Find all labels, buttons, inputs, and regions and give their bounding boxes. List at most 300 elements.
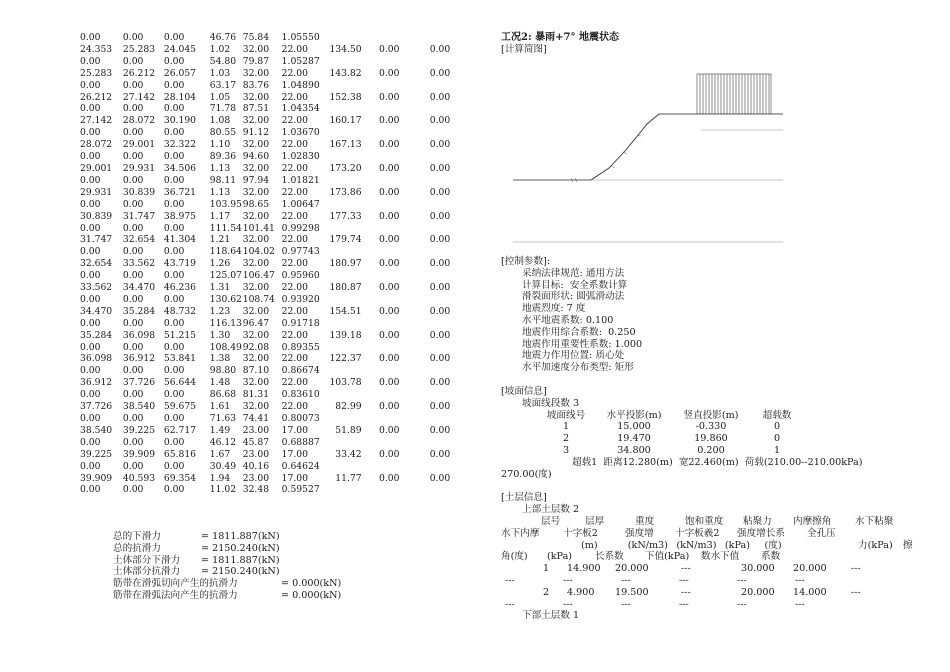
table-cell: 31.747	[80, 234, 113, 246]
summary-value: = 1811.887(kN)	[201, 531, 280, 542]
table-row	[80, 103, 495, 115]
table-cell: 69.354	[163, 472, 197, 484]
table-cell: 22.00	[281, 401, 308, 413]
table-cell: 125.07	[209, 270, 242, 282]
table-cell: 0.00	[163, 103, 185, 115]
table-cell: 0.00	[379, 115, 400, 127]
table-cell: 22.00	[281, 115, 308, 127]
table-cell: 层号	[541, 515, 561, 527]
table-cell	[320, 32, 362, 44]
table-cell: 36.721	[163, 186, 197, 198]
summary-value: = 1811.887(kN)	[201, 554, 280, 566]
table-cell: 0.00	[122, 317, 144, 329]
table-cell: 0.00	[379, 401, 400, 413]
table-row	[501, 516, 921, 528]
table-cell: 0.00	[80, 293, 101, 305]
table-cell	[450, 44, 495, 56]
table-cell: 擦	[903, 539, 913, 551]
table-cell	[450, 115, 495, 127]
control-param-item: 地震烈度: 7 度	[522, 303, 586, 315]
table-cell: 35.284	[80, 329, 113, 341]
table-cell: 0.00	[429, 305, 451, 317]
table-row	[80, 377, 495, 389]
table-cell: 17.00	[281, 448, 308, 460]
table-cell: 0.00	[80, 174, 101, 186]
table-row	[80, 151, 495, 163]
table-cell	[450, 234, 495, 246]
table-cell: 0.00	[163, 222, 185, 234]
table-cell: 全孔压	[807, 527, 836, 539]
table-row	[80, 211, 495, 223]
table-cell	[362, 151, 400, 163]
table-cell: 39.225	[80, 448, 113, 460]
table-cell: 160.17	[329, 115, 362, 127]
table-cell: 1.23	[209, 305, 231, 317]
table-cell: 0.00	[429, 67, 451, 79]
table-cell: 37.726	[80, 401, 113, 413]
table-cell: 14.900	[567, 563, 601, 575]
summary-line	[113, 566, 341, 578]
slip-strip-table-body	[80, 32, 495, 496]
table-cell: 0.83610	[281, 389, 320, 401]
table-cell: 22.00	[281, 353, 308, 365]
table-cell: 1.03	[209, 67, 231, 79]
table-cell: 26.212	[122, 67, 156, 79]
table-row	[80, 223, 495, 235]
table-cell	[362, 294, 400, 306]
control-param-item: 地震作用综合系数: 0.250	[522, 326, 636, 338]
table-row	[80, 484, 495, 496]
table-cell: 32.00	[242, 282, 270, 294]
summary-line	[113, 531, 341, 543]
table-cell: 30.49	[209, 460, 237, 472]
table-row	[501, 599, 921, 611]
table-cell: 0.68887	[281, 436, 320, 448]
table-cell: 0.00	[429, 186, 451, 198]
table-cell: 0.95960	[281, 270, 320, 282]
table-row	[80, 401, 495, 413]
table-row	[80, 294, 495, 306]
table-cell: 34.470	[122, 282, 156, 294]
table-cell: 75.84	[242, 32, 270, 43]
table-row	[80, 115, 495, 127]
table-cell: 31.747	[122, 210, 156, 222]
table-cell: 系数	[761, 551, 781, 563]
table-cell	[450, 80, 495, 92]
table-cell: 36.912	[80, 377, 113, 389]
table-cell: 1.04890	[281, 79, 320, 91]
table-cell: 173.86	[329, 186, 362, 198]
table-cell	[450, 270, 495, 282]
table-cell: 0.00	[80, 389, 101, 401]
table-cell: 14.000	[793, 586, 827, 598]
table-cell: 0.00	[429, 329, 451, 341]
table-cell	[450, 342, 495, 354]
table-cell: 87.51	[242, 103, 270, 115]
table-cell: 26.212	[80, 91, 113, 103]
table-cell: 0.00	[429, 43, 451, 55]
table-cell: 0.00	[122, 32, 144, 43]
table-cell: 0.00	[80, 222, 101, 234]
table-cell	[362, 413, 400, 425]
table-cell: 0.00	[122, 341, 144, 353]
table-cell	[399, 389, 450, 401]
table-cell: 180.87	[329, 282, 362, 294]
table-cell: ---	[737, 574, 747, 586]
table-cell: 38.975	[163, 210, 197, 222]
table-cell: 32.00	[242, 43, 270, 55]
table-cell	[450, 330, 495, 342]
table-cell: 11.02	[209, 484, 237, 496]
table-cell	[320, 318, 362, 330]
table-cell	[450, 306, 495, 318]
table-cell: 87.10	[242, 365, 270, 377]
table-cell: 22.00	[281, 258, 308, 270]
table-row	[501, 551, 921, 563]
table-cell	[450, 127, 495, 139]
table-cell: 0.00	[379, 67, 400, 79]
table-cell: 45.87	[242, 436, 270, 448]
table-cell: 98.65	[242, 198, 270, 210]
table-cell: 0.00	[163, 317, 185, 329]
table-cell: 83.76	[242, 79, 270, 91]
table-cell: 0.00	[80, 484, 101, 496]
table-cell: 0.00	[163, 436, 185, 448]
table-row	[80, 32, 495, 44]
table-cell: 0.00	[80, 436, 101, 448]
table-cell: 71.78	[209, 103, 237, 115]
table-cell: 40.593	[122, 472, 156, 484]
table-cell: 51.89	[335, 424, 362, 436]
summary-value: = 2150.240(kN)	[201, 542, 280, 554]
table-cell: ---	[563, 598, 573, 610]
table-cell: 1.49	[209, 424, 231, 436]
table-cell: 39.909	[122, 448, 156, 460]
table-cell: 1.26	[209, 258, 231, 270]
table-cell: 0.00	[379, 282, 400, 294]
table-cell: ---	[851, 563, 861, 575]
table-cell: (度)	[764, 539, 782, 551]
table-cell	[320, 80, 362, 92]
table-cell: 1.02830	[281, 151, 320, 163]
table-cell: 3	[562, 444, 570, 456]
table-cell: 0.00	[80, 32, 101, 43]
table-cell: 63.17	[209, 79, 237, 91]
table-cell: ---	[737, 598, 747, 610]
table-cell: 24.045	[163, 43, 197, 55]
table-cell: 32.00	[242, 139, 270, 151]
table-cell: 1	[562, 421, 570, 433]
table-cell	[320, 103, 362, 115]
overload-angle: 270.00(度)	[501, 468, 552, 480]
table-cell: 37.726	[122, 377, 156, 389]
table-cell	[450, 437, 495, 449]
table-cell: 1.94	[209, 472, 231, 484]
table-cell: 0.00	[122, 246, 144, 258]
table-cell: 1.02	[209, 43, 231, 55]
table-row	[80, 425, 495, 437]
table-cell: 0.200	[697, 444, 725, 456]
table-cell	[450, 246, 495, 258]
table-cell: 0.00	[429, 162, 451, 174]
table-row	[501, 540, 921, 552]
table-cell: 96.47	[242, 317, 270, 329]
table-cell: 0.00	[80, 341, 101, 353]
table-cell: 0.00	[163, 32, 185, 43]
table-cell: 0.00	[429, 472, 451, 484]
table-cell: 0.97743	[281, 246, 320, 258]
table-cell: 71.63	[209, 413, 237, 424]
table-cell	[362, 246, 400, 258]
force-summary	[113, 531, 341, 602]
table-cell: 0.00	[80, 103, 101, 115]
summary-label: 筋带在滑弧法向产生的抗滑力	[113, 589, 238, 601]
table-cell	[450, 68, 495, 80]
table-row	[80, 449, 495, 461]
table-cell: 0.00	[429, 353, 451, 365]
table-cell	[450, 401, 495, 413]
table-cell	[399, 246, 450, 258]
table-row	[501, 528, 921, 540]
table-cell: 数水下值	[701, 551, 740, 563]
table-cell	[399, 413, 450, 425]
table-cell: 1.04354	[281, 103, 320, 115]
table-cell	[320, 175, 362, 187]
table-cell: ---	[795, 574, 805, 586]
table-cell: 152.38	[329, 91, 362, 103]
table-cell	[362, 56, 400, 68]
table-cell: 43.719	[163, 258, 197, 270]
control-param-item: 水平地震系数: 0.100	[522, 314, 614, 326]
table-cell: 1	[543, 563, 550, 575]
table-row	[80, 365, 495, 377]
table-cell: 0.00	[379, 448, 400, 460]
table-cell: 32.00	[242, 234, 270, 246]
table-cell	[450, 294, 495, 306]
table-cell: 0	[773, 433, 781, 445]
table-cell	[450, 103, 495, 115]
load-hatch	[697, 74, 771, 114]
table-cell: 1.01821	[281, 174, 320, 186]
table-cell: 22.00	[281, 377, 308, 389]
table-row	[80, 282, 495, 294]
control-param-item: 地震力作用位置: 质心处	[522, 350, 625, 362]
table-row	[80, 68, 495, 80]
table-cell: 0.00	[379, 353, 400, 365]
table-cell: 0.00	[163, 246, 185, 258]
table-cell: 36.912	[122, 353, 156, 365]
table-cell: 0.00	[80, 270, 101, 282]
table-cell: 98.80	[209, 365, 237, 377]
table-cell: 0.00	[379, 186, 400, 198]
table-cell: 1	[773, 444, 781, 456]
table-cell: 32.00	[242, 258, 270, 270]
table-row	[80, 413, 495, 425]
table-cell: 23.00	[242, 424, 270, 436]
table-cell: 粘聚力	[743, 515, 772, 527]
table-cell: 32.00	[242, 67, 270, 79]
table-cell: 22.00	[281, 186, 308, 198]
table-cell: 104.02	[242, 246, 275, 258]
table-cell: ---	[679, 598, 689, 610]
table-cell	[320, 365, 362, 377]
table-row	[80, 389, 495, 401]
table-cell: 0.00	[163, 270, 185, 282]
slip-strip-section	[80, 32, 495, 496]
table-cell: 1.61	[209, 401, 231, 413]
table-cell: 35.284	[122, 305, 156, 317]
table-row	[80, 318, 495, 330]
table-cell: 0.00	[122, 103, 144, 115]
table-cell: 饱和重度	[685, 515, 724, 527]
table-cell: 0.00	[429, 424, 451, 436]
table-cell: 101.41	[242, 222, 275, 234]
table-cell: 62.717	[163, 424, 197, 436]
table-cell: 33.562	[80, 282, 113, 294]
table-row	[501, 575, 921, 587]
table-cell: 1.00647	[281, 198, 320, 210]
table-cell: 1.31	[209, 282, 231, 294]
table-cell: (m)	[581, 539, 598, 551]
table-cell	[362, 223, 400, 235]
control-param-item: 采纳法律规范: 通用方法	[522, 267, 625, 279]
table-cell: 十字板2	[563, 527, 598, 539]
table-cell	[320, 151, 362, 163]
table-cell: 19.500	[615, 586, 649, 598]
table-row	[80, 306, 495, 318]
table-cell: 0.91718	[281, 317, 320, 329]
table-cell: 36.098	[122, 329, 156, 341]
table-cell: 超载数	[762, 409, 792, 421]
table-cell: 水下粘聚	[855, 515, 894, 527]
summary-line	[113, 578, 341, 590]
table-cell: 32.00	[242, 162, 270, 174]
table-cell: 0.99298	[281, 222, 320, 234]
table-cell: 108.49	[209, 341, 242, 353]
table-cell: 74.41	[242, 413, 270, 424]
table-cell: 23.00	[242, 448, 270, 460]
table-cell: 29.001	[122, 139, 156, 151]
calc-info-column	[501, 32, 921, 56]
slip-arc-marks	[571, 135, 641, 182]
slip-strip-table	[80, 32, 495, 496]
table-cell: 0.00	[429, 282, 451, 294]
table-cell: 1.03670	[281, 127, 320, 139]
table-cell: (kPa)	[724, 539, 750, 551]
table-row	[80, 80, 495, 92]
table-cell: 22.00	[281, 91, 308, 103]
upper-layer-count: 上部土层数 2	[522, 504, 580, 516]
table-cell: 0.59527	[281, 484, 320, 496]
table-cell: 坡面线号	[546, 409, 586, 421]
table-cell: 0.00	[379, 210, 400, 222]
table-cell: 27.142	[80, 115, 113, 127]
table-cell: 重度	[635, 515, 655, 527]
table-cell: 0.00	[163, 389, 185, 401]
table-cell	[399, 342, 450, 354]
table-cell	[362, 437, 400, 449]
table-cell: 79.87	[242, 55, 270, 67]
table-cell: 0.00	[163, 460, 185, 472]
table-cell: 0.00	[379, 472, 400, 484]
table-cell: (kN/m3)	[627, 539, 668, 551]
table-cell: 22.00	[281, 43, 308, 55]
table-cell: 1.13	[209, 186, 231, 198]
diagram-label: [计算简图]	[501, 43, 547, 55]
table-row	[80, 139, 495, 151]
table-row	[534, 421, 802, 433]
table-cell: 103.78	[329, 377, 362, 389]
table-cell: 0.00	[429, 210, 451, 222]
table-cell: 91.12	[242, 127, 270, 139]
table-cell: 86.68	[209, 389, 237, 401]
table-cell	[320, 389, 362, 401]
table-cell: 内摩擦角	[793, 515, 832, 527]
table-cell: 173.20	[329, 162, 362, 174]
table-cell: 2	[562, 433, 570, 445]
table-cell: 116.13	[209, 317, 242, 329]
table-cell: 89.36	[209, 151, 237, 163]
table-cell: 180.97	[329, 258, 362, 270]
summary-value: = 0.000(kN)	[281, 578, 342, 590]
slope-count: 坡面线段数 3	[522, 397, 580, 409]
table-cell: 118.64	[209, 246, 242, 258]
table-cell: 20.000	[793, 563, 827, 575]
table-cell: 28.104	[163, 91, 197, 103]
table-cell: 27.142	[122, 91, 156, 103]
table-row	[80, 473, 495, 485]
table-cell: 0.00	[80, 151, 101, 163]
control-params-section	[501, 256, 921, 622]
table-cell: 0.00	[122, 79, 144, 91]
table-cell: 54.80	[209, 55, 237, 67]
table-cell: 角(度)	[501, 551, 528, 563]
table-cell: 1.30	[209, 329, 231, 341]
slope-segment-table	[534, 410, 802, 457]
table-cell: 长系数	[595, 551, 624, 563]
table-cell: 28.072	[122, 115, 156, 127]
table-cell	[399, 151, 450, 163]
table-cell: 106.47	[242, 270, 275, 282]
table-cell	[320, 461, 362, 473]
table-cell: 30.190	[163, 115, 197, 127]
table-cell: 94.60	[242, 151, 270, 163]
table-cell	[362, 342, 400, 354]
table-cell: 48.732	[163, 305, 197, 317]
table-cell	[399, 32, 450, 44]
table-cell: 0.00	[429, 401, 451, 413]
table-cell: 23.00	[242, 472, 270, 484]
table-cell	[399, 484, 450, 496]
table-cell: (kPa)	[547, 551, 573, 563]
table-row	[80, 437, 495, 449]
table-row	[80, 342, 495, 354]
table-cell	[362, 270, 400, 282]
table-row	[80, 92, 495, 104]
soil-layer-table	[501, 516, 921, 610]
table-cell: 0.00	[429, 139, 451, 151]
table-cell: 强度增	[625, 527, 654, 539]
table-cell: ---	[681, 586, 691, 598]
control-param-item: 滑裂面形状: 圆弧滑动法	[522, 291, 625, 303]
table-row	[534, 410, 802, 422]
table-cell: 29.001	[80, 162, 113, 174]
summary-line	[113, 543, 341, 555]
table-cell: ---	[681, 563, 691, 575]
table-cell: 32.00	[242, 329, 270, 341]
table-cell: 32.00	[242, 91, 270, 103]
table-cell: ---	[563, 574, 573, 586]
